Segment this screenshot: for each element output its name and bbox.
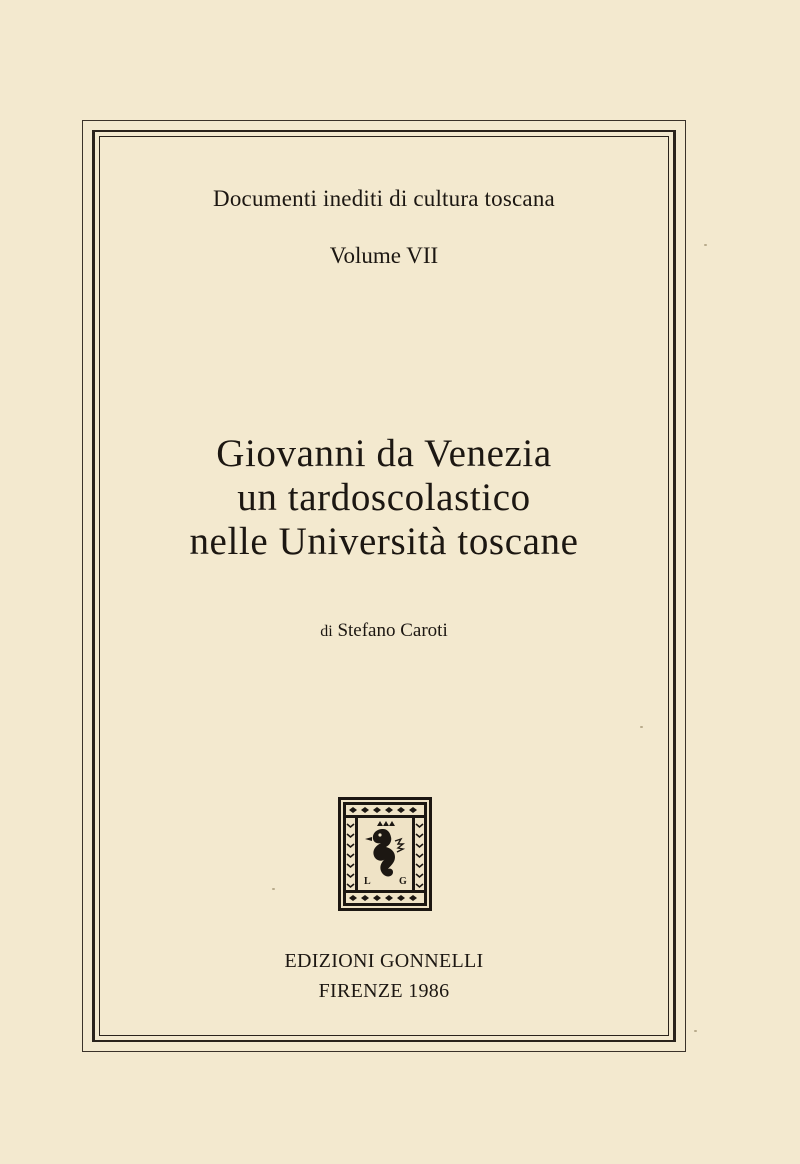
book-title-line-1: Giovanni da Venezia <box>216 432 552 475</box>
book-title <box>92 432 676 564</box>
book-title-line-3: nelle Università toscane <box>189 520 579 563</box>
series-title: Documenti inediti di cultura toscana <box>213 186 555 211</box>
book-title-line-2: un tardoscolastico <box>237 476 531 519</box>
paper-speck <box>694 1030 697 1032</box>
seahorse-printer-mark-icon <box>337 796 433 912</box>
author-name: Stefano Caroti <box>337 620 448 641</box>
paper-speck <box>704 244 707 246</box>
paper-speck <box>272 888 275 890</box>
publisher-place-year: FIRENZE 1986 <box>318 980 450 1002</box>
svg-text:G: G <box>399 876 407 887</box>
paper-speck <box>640 726 643 728</box>
author-prefix: di <box>320 623 333 640</box>
volume-number: Volume VII <box>329 243 439 268</box>
publisher-name: EDIZIONI GONNELLI <box>284 950 484 972</box>
author-line <box>92 620 676 642</box>
svg-text:L: L <box>364 876 371 887</box>
publisher-block <box>92 946 676 1006</box>
